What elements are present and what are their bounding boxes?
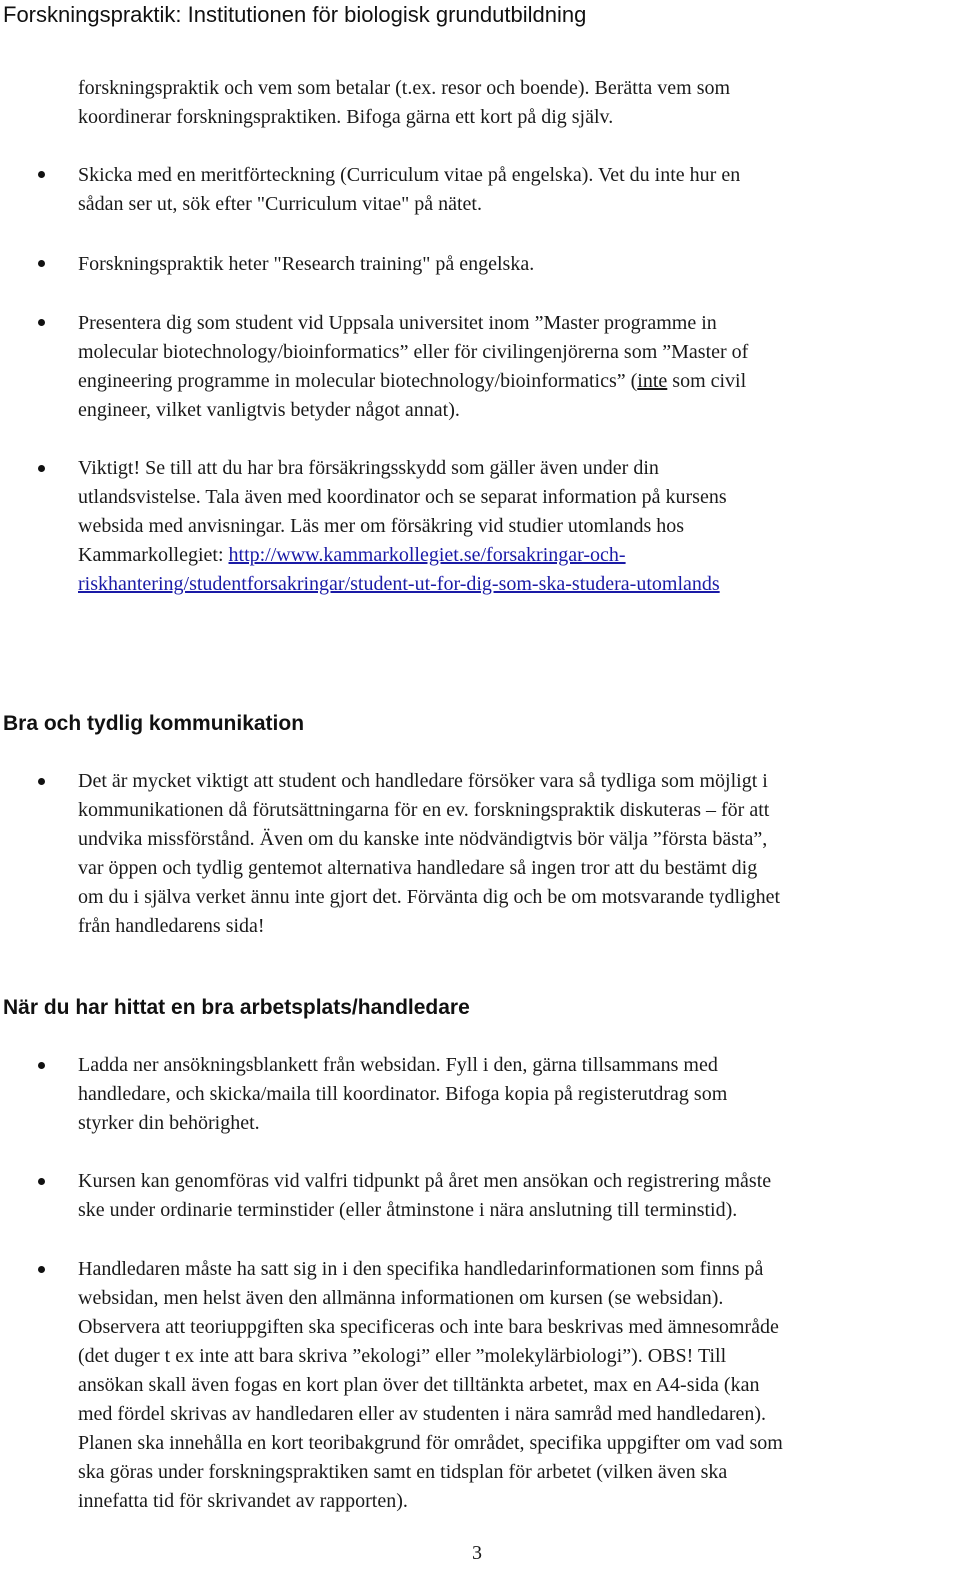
- text-fragment: Kammarkollegiet:: [78, 544, 229, 566]
- bullet-icon: [38, 778, 45, 785]
- bullet-icon: [38, 171, 45, 178]
- text-line: sådan ser ut, sök efter "Curriculum vitae" på nätet.: [78, 193, 482, 215]
- text-line: var öppen och tydlig gentemot alternativa handledare så ingen tror att du bestämt dig: [78, 857, 758, 879]
- text-line: engineer, vilket vanligtvis betyder något annat).: [78, 399, 460, 421]
- text-line: kommunikationen då förutsättningarna för en ev. forskningspraktik diskuteras – för att: [78, 799, 770, 821]
- text-line: [78, 570, 938, 599]
- text-line: undvika missförstånd. Även om du kanske inte nödvändigtvis bör välja ”första bästa”,: [78, 828, 768, 850]
- kammarkollegiet-link[interactable]: http://www.kammarkollegiet.se/forsakringar-och-: [228, 544, 626, 566]
- text-line: [78, 367, 938, 396]
- bullet-icon: [38, 1178, 45, 1185]
- text-line: ske under ordinarie terminstider (eller åtminstone i nära anslutning till terminstid).: [78, 1199, 738, 1221]
- list-item: [78, 1255, 938, 1516]
- text-line: med fördel skrivas av handledaren eller av studenten i nära samråd med handledaren).: [78, 1403, 767, 1425]
- list-item: [78, 1051, 938, 1138]
- list-item: [78, 309, 938, 425]
- text-line: molecular biotechnology/bioinformatics” eller för civilingenjörerna som ”Master of: [78, 341, 749, 363]
- kammarkollegiet-link-continued[interactable]: riskhantering/studentforsakringar/student-ut-for-dig-som-ska-studera-utomlands: [78, 573, 720, 595]
- text-line: Handledaren måste ha satt sig in i den specifika handledarinformationen som finns på: [78, 1258, 764, 1280]
- text-line: Planen ska innehålla en kort teoribakgrund för området, specifika uppgifter om vad som: [78, 1432, 783, 1454]
- text-line: Observera att teoriuppgiften ska specificeras och inte bara beskrivas med ämnesområde: [78, 1316, 779, 1338]
- text-line: websidan, men helst även den allmänna informationen om kursen (se websidan).: [78, 1287, 724, 1309]
- list-item: [78, 767, 938, 941]
- text-line: handledare, och skicka/maila till koordinator. Bifoga kopia på registerutdrag som: [78, 1083, 728, 1105]
- text-line: Skicka med en meritförteckning (Curriculum vitae på engelska). Vet du inte hur en: [78, 164, 741, 186]
- bullet-icon: [38, 319, 45, 326]
- text-line: Forskningspraktik heter "Research training" på engelska.: [78, 253, 535, 275]
- text-line: koordinerar forskningspraktiken. Bifoga gärna ett kort på dig själv.: [78, 106, 614, 128]
- list-item: [78, 250, 938, 279]
- intro-paragraph: [78, 74, 938, 132]
- text-line: Det är mycket viktigt att student och handledare försöker vara så tydliga som möjligt i: [78, 770, 768, 792]
- list-item: [78, 161, 938, 219]
- bullet-icon: [38, 465, 45, 472]
- running-header: Forskningspraktik: Institutionen för biologisk grundutbildning: [3, 2, 587, 27]
- bullet-icon: [38, 1266, 45, 1273]
- text-line: om du i själva verket ännu inte gjort det. Förvänta dig och be om motsvarande tydlighet: [78, 886, 781, 908]
- text-line: ansökan skall även fogas en kort plan över det tilltänkta arbetet, max en A4-sida (kan: [78, 1374, 760, 1396]
- text-line: innefatta tid för skrivandet av rapporten).: [78, 1490, 408, 1512]
- bullet-icon: [38, 260, 45, 267]
- text-line: Ladda ner ansökningsblankett från websidan. Fyll i den, gärna tillsammans med: [78, 1054, 718, 1076]
- text-fragment: som civil: [667, 370, 747, 392]
- text-line: Kursen kan genomföras vid valfri tidpunkt på året men ansökan och registrering måste: [78, 1170, 772, 1192]
- list-item: [78, 454, 938, 599]
- text-line: styrker din behörighet.: [78, 1112, 260, 1134]
- text-line: forskningspraktik och vem som betalar (t.ex. resor och boende). Berätta vem som: [78, 77, 731, 99]
- bullet-icon: [38, 1062, 45, 1069]
- underlined-word: inte: [637, 370, 668, 392]
- text-line: Presentera dig som student vid Uppsala universitet inom ”Master programme in: [78, 312, 717, 334]
- page-number: 3: [472, 1542, 482, 1564]
- text-line: från handledarens sida!: [78, 915, 265, 937]
- text-line: Viktigt! Se till att du har bra försäkringsskydd som gäller även under din: [78, 457, 659, 479]
- text-line: utlandsvistelse. Tala även med koordinator och se separat information på kursens: [78, 486, 727, 508]
- section-heading: Bra och tydlig kommunikation: [3, 712, 305, 735]
- section-heading: När du har hittat en bra arbetsplats/handledare: [3, 996, 470, 1019]
- text-line: [78, 541, 938, 570]
- text-line: websida med anvisningar. Läs mer om försäkring vid studier utomlands hos: [78, 515, 685, 537]
- text-fragment: engineering programme in molecular biotechnology/bioinformatics” (: [78, 370, 638, 392]
- text-line: ska göras under forskningspraktiken samt en tidsplan för arbetet (vilken även ska: [78, 1461, 728, 1483]
- list-item: [78, 1167, 938, 1225]
- text-line: (det duger t ex inte att bara skriva ”ekologi” eller ”molekylärbiologi”). OBS! Till: [78, 1345, 727, 1367]
